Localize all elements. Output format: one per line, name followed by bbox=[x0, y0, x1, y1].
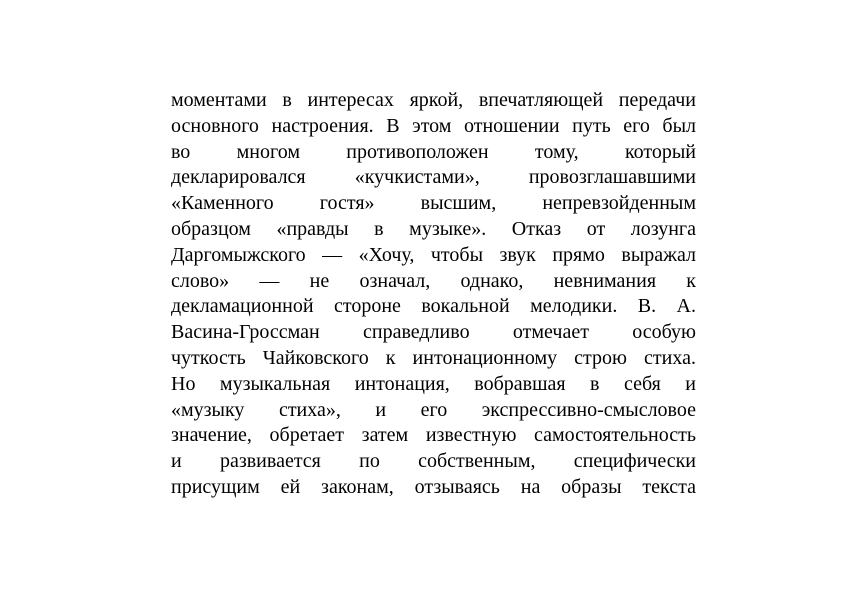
text-line: декламационной стороне вокальной мелодики. В. А. bbox=[171, 295, 696, 318]
text-line: Даргомыжского — «Хочу, чтобы звук прямо выражал bbox=[171, 243, 696, 266]
text-line: «Каменного гостя» высшим, непревзойденным bbox=[171, 192, 696, 215]
text-line: слово» — не означал, однако, невнимания к bbox=[171, 269, 696, 292]
body-text bbox=[171, 88, 696, 501]
text-line: чуткость Чайковского к интонационному строю стиха. bbox=[171, 346, 696, 369]
text-line: моментами в интересах яркой, впечатляющей передачи bbox=[171, 89, 696, 111]
text-line: образцом «правды в музыке». Отказ от лозунга bbox=[171, 217, 696, 240]
text-line: значение, обретает затем известную самостоятельность bbox=[171, 424, 696, 447]
text-line: основного настроения. В этом отношении путь его был bbox=[171, 114, 696, 137]
text-line: присущим ей законам, отзываясь на образы текста bbox=[171, 475, 696, 498]
text-line: Васина-Гроссман справедливо отмечает особую bbox=[171, 321, 696, 344]
text-line: во многом противоположен тому, который bbox=[171, 140, 696, 163]
text-line: «музыку стиха», и его экспрессивно-смысловое bbox=[171, 398, 696, 421]
text-line: декларировался «кучкистами», провозглашавшими bbox=[171, 166, 696, 189]
text-line: и развивается по собственным, специфически bbox=[171, 450, 696, 473]
text-line: Но музыкальная интонация, вобравшая в себя и bbox=[171, 372, 696, 395]
